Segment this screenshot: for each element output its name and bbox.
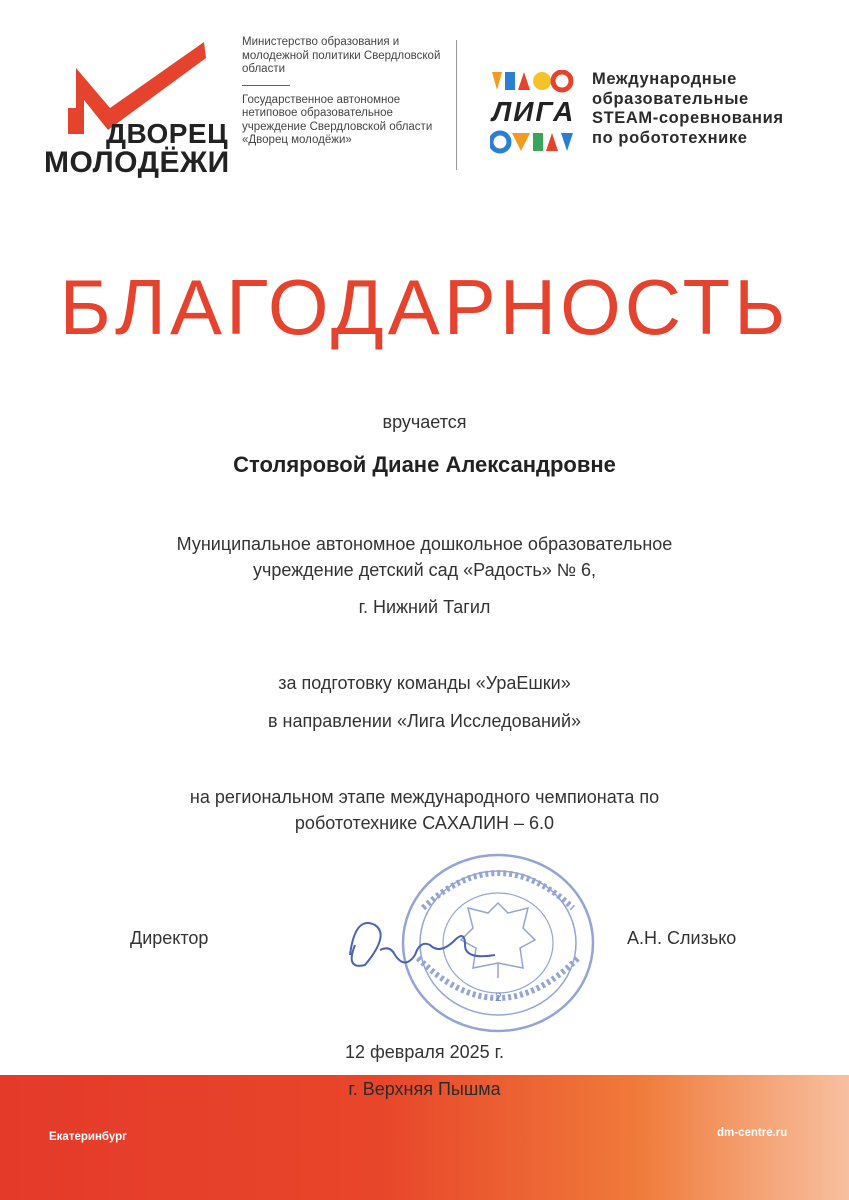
ministry-text: Министерство образования и молодежной политики Свердловской области xyxy=(242,36,441,75)
issue-place: г. Верхняя Пышма xyxy=(348,1079,501,1099)
steam-line-4: по робототехнике xyxy=(592,128,748,147)
stamp-number: 2 xyxy=(495,990,502,1004)
org-divider xyxy=(242,85,290,86)
reason-line-2: в направлении «Лига Исследований» xyxy=(267,711,582,731)
steam-line-3: STEAM-соревнования xyxy=(592,109,784,127)
issue-date: 12 февраля 2025 г. xyxy=(344,1042,505,1062)
liga-logo xyxy=(490,70,585,154)
event-line-1: на региональном этапе международного чемпионата по xyxy=(189,787,660,807)
steam-title xyxy=(592,70,822,148)
city-text: г. Нижний Тагил xyxy=(358,597,491,617)
org-line-1: Муниципальное автономное дошкольное образовательное xyxy=(176,534,673,554)
event-line-2: робототехнике САХАЛИН – 6.0 xyxy=(294,813,555,833)
footer-band xyxy=(0,1075,849,1200)
signer-role: Директор xyxy=(130,928,209,948)
institution-text: Государственное автономное нетиповое образовательное учреждение Свердловской области «Дворец молодёжи» xyxy=(242,93,433,146)
footer-site[interactable]: dm-centre.ru xyxy=(717,1127,788,1139)
liga-word: ЛИГА xyxy=(492,96,576,127)
steam-line-1: Международные xyxy=(592,70,737,88)
reason-line-1: за подготовку команды «УраЕшки» xyxy=(278,673,571,693)
dvorets-molodezhi-logo xyxy=(44,38,230,179)
logo-line2: МОЛОДЁЖИ xyxy=(44,146,230,179)
recipient-name: Столяровой Диане Александровне xyxy=(233,452,616,477)
organization-info xyxy=(242,36,442,148)
header-divider xyxy=(456,40,457,170)
director-signature xyxy=(335,900,535,990)
certificate-title: БЛАГОДАРНОСТЬ xyxy=(59,263,790,351)
steam-line-2: образовательные xyxy=(592,89,749,108)
org-line-2: учреждение детский сад «Радость» № 6, xyxy=(252,560,597,580)
logo-line1: ДВОРЕЦ xyxy=(106,118,229,149)
footer-city: Екатеринбург xyxy=(49,1131,127,1143)
awarded-text: вручается xyxy=(382,412,467,432)
signature-icon xyxy=(335,900,535,990)
signer-name: А.Н. Слизько xyxy=(627,928,737,948)
